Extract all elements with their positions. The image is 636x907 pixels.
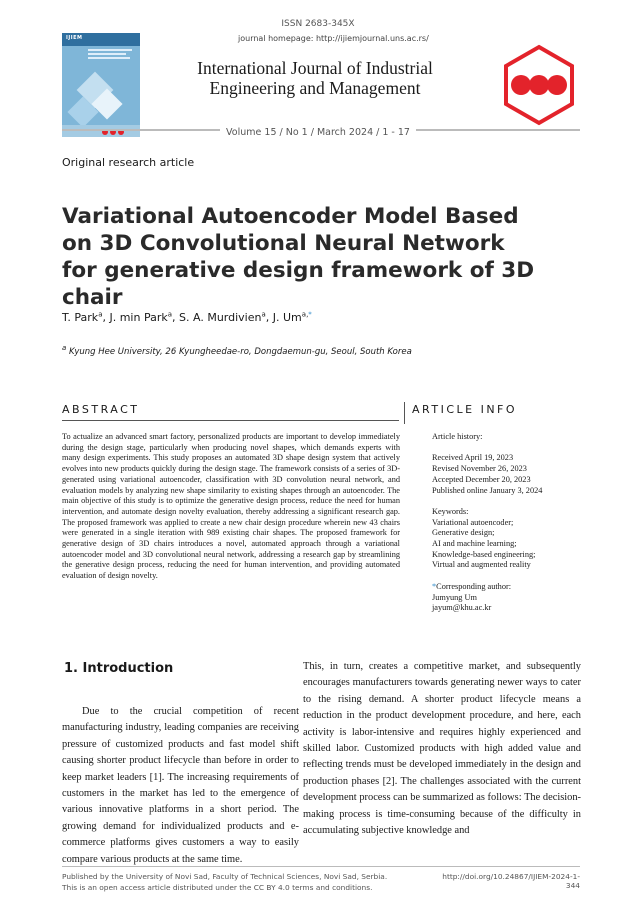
author-list: T. Park$^a$, J. min Park$^a$, S. A. Murdivien$^a$, J. $Um^{a,*}$ xyxy=(62,310,312,324)
doi-link[interactable]: http://doi.org/10.24867/IJIEM-2024-1-344 xyxy=(442,872,580,890)
corresponding-author-mark[interactable]: * xyxy=(308,310,312,319)
corresponding-star-icon: * xyxy=(432,581,437,591)
journal-cover-image xyxy=(62,33,140,137)
author-mark: a xyxy=(98,310,103,319)
author-mark: a xyxy=(261,310,266,319)
affiliation: $^a$ Kyung Hee University, 26 Kyungheedae-ro, Dongdaemun-gu, Seoul, South Korea xyxy=(62,344,412,357)
abstract-text: To actualize an advanced smart factory, personalized products are important to develop immediately during the design stage, particularly when producing novel shapes, which demands experts with many design experiments. This study proposes an automated 3D shape design system that actively evolves into new products quickly during the design stage. The framework consists of a series of 3D-generated using variational autoencoder, classification with 3D convolution neural network, and evaluation models by analyzing new shape similarity to existing shapes through an autoencoder. The main objective of this study is to optimize the generative design process, reduce the need for human intervention, and automate design novelty evaluation, thereby addressing a significant research gap. The proposed framework was applied to create a new chair design procedure wherein new 43 chairs were generated in a single iteration with 989 existing chair shapes. The proposed framework for generative design of 3D chairs introduces a novel, automated approach through a variational autoencoder model and 3D convolutional neural network, addressing a research gap by streamlining the generative design process, reducing the need for human intervention, and providing automated evaluation of design novelty. xyxy=(62,432,400,581)
author-name: J. min Park xyxy=(109,311,168,324)
body-text-column-1: Due to the crucial competition of recent manufacturing industry, leading companies are receiving pressure of customized products and fast model shift causing shorter product lifecycle than before in order to keep market leaders [1]. The increasing requirements of customers in the market has led to the emergence of various innovative platforms in a short period. The growing demand for individualized products and e-commerce platforms gives customers a way to easily compare various products at the same time. xyxy=(62,706,299,865)
keyword-item: Generative design; xyxy=(432,528,495,538)
body-text-column-2: This, in turn, creates a competitive market, and subsequently encourages manufacturers towards generating newer ways to cater to the rising demand. A shorter product lifecycle means a reduction in the product development procedure, and here, each activity is labor-intensive and requires highly experienced and skilled labor. Customized products with high added value and reflecting trends must be developed immediately in the design and production phases [2]. The challenges associated with the current development process can be summarized as follows: The decision-making process is time-consuming because of the difficulty in accumulating subjective knowledge and xyxy=(303,661,581,837)
keywords-label: Keywords: xyxy=(432,506,469,516)
corresponding-author-email[interactable]: jayum@khu.ac.kr xyxy=(432,603,492,613)
keyword-item: AI and machine learning; xyxy=(432,539,517,548)
column-divider xyxy=(404,402,405,424)
author-name: J. Um xyxy=(272,311,302,324)
footer-publisher: Published by the University of Novi Sad, Faculty of Technical Sciences, Novi Sad, Serbia. This is an open access article distributed under the CC BY 4.0 terms and conditions. xyxy=(62,872,388,892)
author-mark: a xyxy=(167,310,173,319)
section-heading: 1. Introduction xyxy=(64,661,174,676)
article-title: Variational Autoencoder Model Based on 3D Convolutional Neural Network for generative design framework of 3D chair xyxy=(62,204,535,310)
received-date: Received April 19, 2023 xyxy=(432,453,514,463)
article-type: Original research article xyxy=(62,156,195,169)
footer-divider xyxy=(62,866,580,867)
author-name: T. Park xyxy=(62,311,99,324)
author-mark: a, xyxy=(301,310,309,319)
accepted-date: Accepted December 20, 2023 xyxy=(432,474,531,484)
affiliation-mark: a xyxy=(62,344,67,353)
article-info-heading: ARTICLE INFO xyxy=(412,403,518,416)
journal-logo xyxy=(498,44,580,126)
issn: ISSN 2683-345X xyxy=(281,19,355,29)
abstract-heading: ABSTRACT xyxy=(62,403,399,421)
corresponding-author-name: Jumyung Um xyxy=(432,592,477,602)
author-name: S. A. Murdivien xyxy=(179,311,262,324)
article-info-panel xyxy=(432,432,582,614)
keyword-item: Knowledge-based engineering; xyxy=(432,549,536,559)
history-label: Article history: xyxy=(432,432,483,441)
corresponding-author-label: *Corresponding author: xyxy=(432,581,512,591)
journal-title-line1: International Journal of Industrial xyxy=(197,58,433,78)
keyword-item: Variational autoencoder; xyxy=(432,517,514,527)
journal-title-line2: Engineering and Management xyxy=(209,78,421,98)
journal-homepage-link[interactable]: journal homepage: http://ijiemjournal.uns.ac.rs/ xyxy=(238,34,429,43)
journal-title xyxy=(160,58,470,98)
volume-info: Volume 15 / No 1 / March 2024 / 1 - 17 xyxy=(0,127,636,138)
revised-date: Revised November 26, 2023 xyxy=(432,464,527,474)
published-date: Published online January 3, 2024 xyxy=(432,485,543,495)
cover-title: IJIEM xyxy=(66,35,83,41)
keyword-item: Virtual and augmented reality xyxy=(432,560,531,570)
